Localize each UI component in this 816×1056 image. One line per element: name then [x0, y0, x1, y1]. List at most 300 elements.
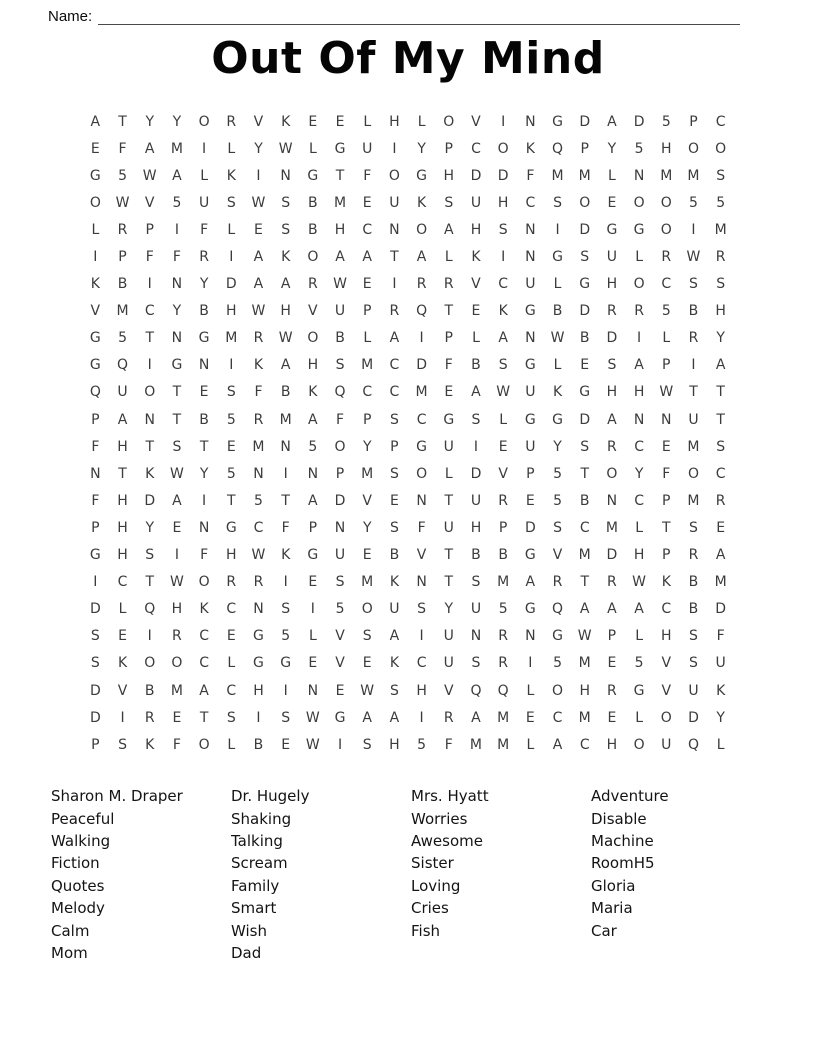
grid-letter: K — [716, 682, 726, 699]
grid-letter: N — [171, 330, 183, 347]
grid-letter: S — [389, 519, 399, 536]
grid-letter: V — [144, 194, 155, 211]
grid-letter: N — [389, 221, 400, 238]
grid-letter: R — [498, 655, 509, 672]
grid-letter: K — [308, 384, 318, 401]
grid-letter: S — [389, 682, 399, 699]
grid-letter: N — [307, 465, 319, 482]
grid-letter: E — [335, 682, 345, 699]
grid-letter: L — [553, 357, 562, 374]
word-item: Machine — [591, 832, 654, 851]
grid-letter: V — [335, 628, 345, 645]
grid-letter: T — [145, 330, 154, 347]
grid-letter: U — [688, 411, 699, 428]
grid-letter: E — [607, 655, 617, 672]
name-label: Name: — [48, 8, 93, 25]
grid-letter: N — [525, 330, 536, 347]
grid-letter: Y — [634, 465, 644, 482]
grid-letter: Y — [362, 438, 372, 455]
grid-letter: F — [172, 736, 181, 753]
grid-letter: R — [661, 249, 672, 266]
grid-letter: O — [660, 194, 672, 211]
grid-letter: S — [498, 221, 508, 238]
grid-letter: A — [715, 547, 726, 564]
grid-letter: O — [633, 276, 645, 293]
grid-letter: T — [199, 438, 209, 455]
grid-letter: A — [607, 113, 617, 130]
grid-letter: L — [118, 601, 127, 618]
grid-letter: 5 — [172, 194, 182, 211]
grid-letter: S — [689, 655, 698, 672]
grid-letter: O — [307, 330, 319, 347]
grid-letter: N — [280, 438, 291, 455]
grid-letter: E — [362, 547, 372, 564]
grid-letter: S — [580, 249, 590, 266]
grid-letter: Q — [470, 682, 482, 699]
word-item: Fish — [411, 921, 441, 940]
grid-letter: L — [526, 682, 535, 699]
grid-letter: G — [524, 601, 536, 618]
grid-letter: S — [471, 655, 481, 672]
grid-letter: S — [335, 357, 345, 374]
grid-letter: T — [390, 249, 399, 266]
grid-letter: G — [606, 221, 618, 238]
grid-letter: G — [552, 628, 563, 645]
grid-letter: S — [689, 628, 698, 645]
grid-letter: T — [199, 709, 209, 726]
grid-letter: P — [390, 438, 399, 455]
grid-letter: G — [524, 357, 536, 374]
grid-letter: S — [553, 519, 562, 536]
grid-letter: K — [281, 249, 291, 266]
grid-letter: I — [691, 357, 696, 374]
grid-letter: B — [199, 303, 209, 320]
grid-letter: A — [362, 709, 372, 726]
grid-letter: E — [254, 221, 263, 238]
grid-letter: S — [172, 438, 182, 455]
grid-letter: T — [689, 384, 698, 401]
grid-letter: A — [308, 411, 318, 428]
grid-letter: W — [333, 276, 347, 293]
grid-letter: E — [607, 194, 617, 211]
grid-letter: C — [579, 736, 590, 753]
grid-letter: H — [470, 221, 482, 238]
word-list-column — [411, 785, 591, 964]
grid-letter: M — [279, 411, 292, 428]
grid-letter: W — [550, 330, 565, 347]
grid-letter: N — [171, 276, 183, 293]
word-item: Family — [231, 876, 280, 895]
grid-letter: Y — [417, 140, 426, 157]
grid-letter: I — [174, 221, 179, 238]
grid-letter: G — [334, 709, 346, 726]
grid-letter: K — [525, 140, 535, 157]
grid-letter: 5 — [498, 601, 508, 618]
grid-letter: H — [606, 384, 618, 401]
grid-letter: H — [715, 303, 726, 320]
grid-letter: 5 — [254, 492, 263, 509]
grid-letter: V — [552, 547, 563, 564]
grid-letter: G — [524, 411, 536, 428]
grid-letter: C — [253, 519, 264, 536]
word-list-column — [51, 785, 231, 964]
grid-letter: T — [580, 465, 589, 482]
grid-letter: S — [716, 167, 726, 184]
grid-letter: T — [662, 519, 671, 536]
grid-letter: G — [171, 357, 183, 374]
grid-letter: A — [199, 682, 209, 699]
grid-letter: A — [389, 628, 400, 645]
grid-letter: T — [716, 411, 725, 428]
word-item: Mom — [51, 944, 88, 963]
grid-letter: N — [661, 411, 672, 428]
grid-letter: O — [687, 465, 699, 482]
grid-letter: V — [253, 113, 264, 130]
grid-letter: N — [416, 574, 427, 591]
grid-letter: P — [526, 465, 535, 482]
name-row — [0, 0, 816, 25]
grid-letter: S — [417, 601, 427, 618]
grid-letter: H — [633, 547, 645, 564]
grid-letter: E — [389, 492, 399, 509]
grid-letter: T — [444, 303, 454, 320]
grid-letter: K — [281, 547, 291, 564]
grid-letter: D — [688, 709, 699, 726]
grid-letter: P — [498, 519, 508, 536]
grid-letter: Q — [687, 736, 699, 753]
word-item: Fiction — [51, 854, 100, 873]
grid-letter: P — [362, 411, 372, 428]
grid-letter: W — [251, 303, 266, 320]
grid-letter: 5 — [553, 655, 562, 672]
grid-letter: M — [687, 492, 700, 509]
grid-letter: W — [169, 465, 184, 482]
grid-letter: B — [498, 547, 508, 564]
word-item: Dad — [231, 944, 262, 963]
grid-letter: U — [715, 655, 726, 672]
grid-letter: E — [308, 113, 318, 130]
grid-letter: N — [253, 465, 264, 482]
grid-letter: L — [444, 465, 453, 482]
grid-letter: S — [145, 547, 155, 564]
grid-letter: D — [579, 113, 591, 130]
grid-letter: R — [226, 574, 237, 591]
grid-letter: T — [118, 113, 127, 130]
grid-letter: I — [147, 357, 152, 374]
grid-letter: B — [117, 276, 128, 293]
grid-letter: O — [633, 194, 645, 211]
grid-letter: O — [633, 736, 645, 753]
grid-letter: M — [415, 384, 428, 401]
grid-letter: 5 — [553, 465, 562, 482]
grid-letter: H — [280, 303, 291, 320]
grid-letter: I — [392, 276, 397, 293]
grid-letter: I — [202, 140, 207, 157]
grid-letter: O — [497, 140, 509, 157]
grid-letter: D — [470, 167, 482, 184]
word-item: Cries — [411, 899, 449, 918]
grid-letter: P — [91, 736, 100, 753]
grid-letter: 5 — [118, 330, 127, 347]
grid-letter: N — [633, 167, 645, 184]
grid-letter: B — [579, 330, 590, 347]
grid-letter: F — [444, 736, 453, 753]
grid-letter: C — [471, 140, 481, 157]
grid-letter: N — [470, 628, 482, 645]
grid-letter: L — [499, 411, 508, 428]
grid-letter: H — [226, 547, 237, 564]
grid-letter: R — [117, 221, 128, 238]
grid-letter: A — [471, 384, 481, 401]
grid-letter: H — [606, 736, 618, 753]
grid-letter: N — [307, 682, 319, 699]
grid-letter: D — [524, 519, 536, 536]
grid-letter: 5 — [226, 465, 236, 482]
grid-letter: A — [525, 574, 536, 591]
grid-letter: F — [336, 411, 345, 428]
grid-letter: O — [579, 194, 591, 211]
grid-letter: A — [607, 601, 617, 618]
grid-letter: U — [525, 384, 536, 401]
grid-letter: S — [389, 465, 399, 482]
grid-letter: K — [552, 384, 563, 401]
grid-letter: G — [443, 411, 455, 428]
word-item: Dr. Hugely — [231, 787, 310, 806]
grid-letter: N — [253, 601, 264, 618]
grid-letter: P — [580, 140, 589, 157]
grid-letter: V — [90, 303, 101, 320]
grid-letter: E — [362, 655, 372, 672]
grid-letter: L — [716, 736, 725, 753]
grid-letter: 5 — [634, 140, 644, 157]
grid-letter: O — [606, 465, 618, 482]
grid-letter: S — [226, 194, 236, 211]
grid-letter: G — [225, 519, 237, 536]
grid-letter: S — [362, 628, 372, 645]
grid-letter: M — [687, 438, 700, 455]
grid-letter: F — [281, 519, 290, 536]
grid-letter: B — [308, 221, 318, 238]
grid-letter: V — [416, 547, 427, 564]
grid-letter: U — [334, 547, 346, 564]
grid-letter: C — [416, 655, 427, 672]
grid-letter: S — [444, 194, 454, 211]
word-item: Quotes — [51, 876, 105, 895]
grid-letter: A — [172, 492, 182, 509]
grid-letter: M — [361, 465, 374, 482]
grid-letter: N — [525, 221, 536, 238]
word-item: RoomH5 — [591, 854, 655, 873]
grid-letter: H — [633, 384, 645, 401]
grid-letter: D — [579, 411, 591, 428]
grid-letter: 5 — [417, 736, 427, 753]
grid-letter: K — [661, 574, 671, 591]
grid-letter: P — [335, 465, 345, 482]
grid-letter: H — [171, 601, 183, 618]
grid-letter: H — [117, 492, 128, 509]
grid-letter: L — [608, 167, 616, 184]
grid-letter: I — [337, 736, 343, 753]
grid-letter: M — [252, 438, 265, 455]
grid-letter: S — [716, 438, 726, 455]
grid-letter: I — [691, 221, 696, 238]
grid-letter: R — [607, 438, 617, 455]
grid-letter: G — [280, 655, 292, 672]
grid-letter: I — [419, 628, 424, 645]
grid-letter: L — [363, 330, 372, 347]
grid-letter: T — [118, 465, 127, 482]
grid-letter: P — [662, 547, 671, 564]
grid-letter: U — [443, 519, 454, 536]
grid-letter: E — [716, 519, 726, 536]
word-list-column — [231, 785, 411, 964]
word-item: Sister — [411, 854, 454, 873]
grid-letter: C — [634, 438, 644, 455]
grid-letter: R — [498, 492, 509, 509]
grid-letter: Q — [144, 601, 156, 618]
grid-letter: P — [662, 357, 671, 374]
grid-letter: I — [419, 709, 424, 726]
grid-letter: O — [416, 465, 428, 482]
grid-letter: 5 — [661, 303, 671, 320]
grid-letter: P — [689, 113, 698, 130]
grid-letter: D — [606, 547, 618, 564]
grid-letter: D — [579, 303, 591, 320]
grid-letter: L — [308, 140, 317, 157]
grid-letter: S — [607, 357, 617, 374]
grid-letter: U — [117, 384, 128, 401]
grid-letter: T — [145, 574, 154, 591]
grid-letter: L — [227, 221, 236, 238]
grid-letter: R — [607, 682, 617, 699]
grid-letter: E — [525, 492, 535, 509]
grid-letter: R — [688, 547, 699, 564]
grid-letter: N — [633, 411, 645, 428]
grid-letter: I — [310, 601, 315, 618]
grid-letter: E — [661, 438, 671, 455]
grid-letter: S — [90, 655, 100, 672]
grid-letter: E — [172, 519, 182, 536]
grid-letter: N — [144, 411, 155, 428]
grid-letter: P — [308, 519, 318, 536]
grid-letter: K — [199, 601, 209, 618]
grid-letter: L — [227, 655, 236, 672]
grid-letter: N — [416, 492, 427, 509]
grid-letter: R — [715, 249, 726, 266]
grid-letter: A — [253, 276, 264, 293]
grid-letter: D — [89, 601, 101, 618]
grid-letter: P — [444, 140, 453, 157]
grid-letter: A — [362, 249, 372, 266]
grid-letter: P — [118, 249, 127, 266]
grid-letter: 5 — [226, 411, 236, 428]
grid-letter: I — [501, 249, 506, 266]
grid-letter: 5 — [689, 194, 698, 211]
grid-letter: Y — [553, 438, 562, 455]
grid-letter: N — [525, 113, 536, 130]
grid-letter: S — [281, 601, 291, 618]
grid-letter: O — [334, 438, 346, 455]
grid-letter: S — [281, 194, 291, 211]
grid-letter: Y — [199, 465, 209, 482]
grid-letter: I — [93, 574, 98, 591]
grid-letter: L — [635, 709, 643, 726]
grid-letter: M — [361, 357, 374, 374]
grid-letter: A — [579, 601, 590, 618]
grid-letter: K — [226, 167, 236, 184]
grid-letter: I — [528, 655, 533, 672]
grid-letter: L — [526, 736, 535, 753]
grid-letter: O — [171, 655, 183, 672]
grid-letter: I — [501, 113, 506, 130]
grid-letter: L — [472, 330, 480, 347]
grid-letter: T — [227, 492, 236, 509]
grid-letter: B — [688, 574, 699, 591]
grid-letter: I — [283, 465, 288, 482]
grid-letter: K — [281, 113, 291, 130]
grid-letter: Y — [172, 303, 182, 320]
grid-letter: C — [715, 113, 726, 130]
grid-letter: C — [226, 682, 237, 699]
grid-letter: V — [471, 113, 481, 130]
grid-letter: M — [578, 655, 591, 672]
grid-letter: R — [226, 113, 237, 130]
grid-letter: I — [202, 492, 207, 509]
grid-letter: T — [145, 438, 154, 455]
grid-letter: 5 — [716, 194, 726, 211]
grid-letter: M — [578, 709, 591, 726]
grid-letter: U — [688, 682, 699, 699]
grid-letter: Q — [497, 682, 509, 699]
grid-letter: D — [334, 492, 346, 509]
grid-letter: Y — [444, 601, 454, 618]
grid-letter: I — [473, 438, 479, 455]
grid-letter: P — [145, 221, 154, 238]
grid-letter: A — [117, 411, 128, 428]
grid-letter: G — [416, 438, 428, 455]
grid-letter: R — [416, 276, 427, 293]
grid-letter: E — [118, 628, 127, 645]
grid-letter: C — [117, 574, 128, 591]
grid-letter: U — [362, 140, 373, 157]
grid-letter: Q — [552, 140, 564, 157]
grid-letter: W — [360, 682, 375, 699]
grid-letter: M — [469, 736, 483, 753]
grid-letter: C — [715, 465, 726, 482]
grid-letter: U — [606, 249, 618, 266]
grid-letter: E — [444, 384, 454, 401]
grid-letter: K — [417, 194, 427, 211]
grid-letter: K — [117, 655, 128, 672]
grid-letter: I — [147, 628, 152, 645]
word-item: Worries — [411, 809, 468, 828]
grid-letter: A — [715, 357, 726, 374]
grid-letter: F — [145, 249, 154, 266]
grid-letter: G — [552, 113, 563, 130]
grid-letter: I — [283, 682, 288, 699]
grid-letter: H — [253, 682, 264, 699]
grid-letter: C — [525, 194, 536, 211]
grid-letter: 5 — [553, 492, 562, 509]
grid-letter: C — [416, 411, 427, 428]
grid-letter: T — [444, 574, 454, 591]
grid-letter: A — [416, 249, 427, 266]
grid-letter: C — [389, 357, 400, 374]
grid-letter: H — [579, 682, 590, 699]
grid-letter: G — [579, 384, 591, 401]
grid-letter: Y — [199, 276, 209, 293]
grid-letter: C — [144, 303, 155, 320]
